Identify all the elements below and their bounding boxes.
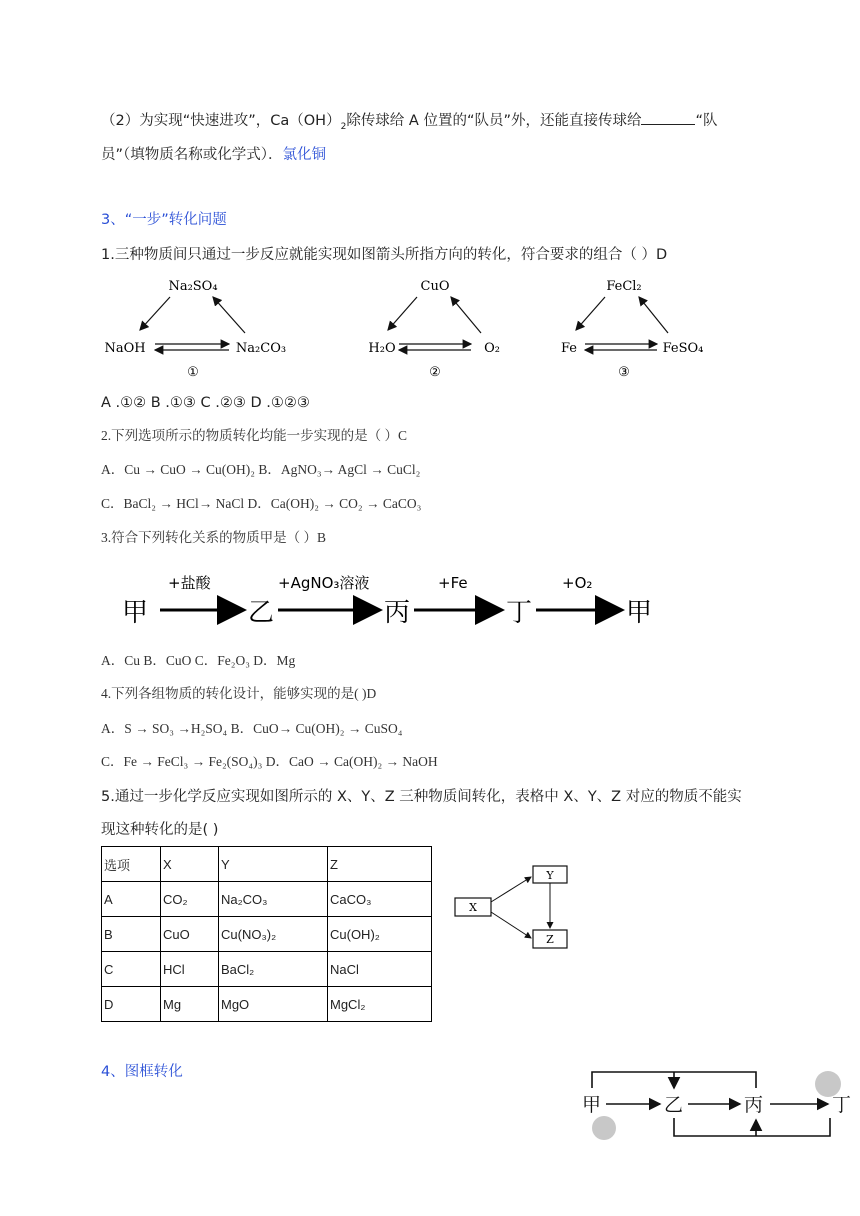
- q1-d2-num: ②: [429, 365, 441, 380]
- prev-answer: 氯化铜: [282, 147, 327, 163]
- q3-options: A．Cu B．CuO C．Fe₂O₃ D．Mg: [101, 653, 296, 668]
- q3-node-1: 甲: [122, 598, 149, 628]
- table-cell: CuO: [161, 917, 219, 952]
- q2-row2: C．BaCl₂ → HCl→ NaCl D．Ca(OH)₂ → CO₂ → CaCO₃: [101, 496, 422, 511]
- table-cell: Mg: [161, 987, 219, 1022]
- q3-stem: 3.符合下列转化关系的物质甲是（ ）B: [101, 530, 327, 545]
- q3-node-3: 丙: [384, 598, 411, 628]
- q5-options-table: [101, 846, 432, 1022]
- q5-diagram-x: X: [469, 901, 477, 914]
- table-cell: MgCl₂: [328, 987, 432, 1022]
- q3-label-1: +盐酸: [168, 574, 211, 592]
- q5-stem-line1: 5.通过一步化学反应实现如图所示的 X、Y、Z 三种物质间转化，表格中 X、Y、Z 对应的物质不能实: [101, 789, 742, 805]
- table-cell: A: [102, 882, 161, 917]
- q3-label-3: +Fe: [438, 574, 468, 592]
- table-cell: CO₂: [161, 882, 219, 917]
- table-cell: MgO: [219, 987, 328, 1022]
- q3-node-5: 甲: [626, 598, 653, 628]
- q3-label-4: +O₂: [562, 574, 593, 592]
- q1-stem: 1.三种物质间只通过一步反应就能实现如图箭头所指方向的转化，符合要求的组合（ ）D: [101, 247, 668, 263]
- q3-label-2: +AgNO₃溶液: [278, 574, 370, 592]
- frame-node-4: 丁: [832, 1094, 852, 1116]
- q1-d3-num: ③: [618, 365, 630, 380]
- table-cell: D: [102, 987, 161, 1022]
- table-row: [102, 917, 432, 952]
- table-cell: C: [102, 952, 161, 987]
- table-header-cell: Y: [219, 847, 328, 882]
- q1-d2-top: CuO: [420, 279, 450, 294]
- frame-node-3: 丙: [744, 1094, 764, 1116]
- q4-stem: 4.下列各组物质的转化设计，能够实现的是( )D: [101, 686, 377, 701]
- frame-node-1: 甲: [582, 1094, 602, 1116]
- q3-chain-diagram: [110, 566, 670, 636]
- table-header-cell: X: [161, 847, 219, 882]
- table-cell: B: [102, 917, 161, 952]
- table-cell: HCl: [161, 952, 219, 987]
- search-image-icon[interactable]: [815, 1071, 841, 1097]
- q1-d1-left: NaOH: [104, 341, 146, 356]
- table-row: [102, 952, 432, 987]
- prev-question-line1: （2）为实现“快速进攻”，$Ca(OH)_2$除传球给 A 位置的“队员”外，还能直接传球给 “队: [101, 110, 718, 137]
- table-row: [102, 987, 432, 1022]
- q1-d3-left: Fe: [560, 341, 578, 356]
- q5-diagram-z: Z: [546, 933, 554, 946]
- answer-blank: [641, 110, 695, 125]
- q1-d3-right: FeSO₄: [662, 341, 704, 356]
- frame-transformation-diagram: [580, 1066, 860, 1144]
- q2-stem: 2.下列选项所示的物质转化均能一步实现的是（ ）C: [101, 428, 408, 443]
- q1-d2-left: H₂O: [368, 341, 396, 356]
- table-header-row: [102, 847, 432, 882]
- q5-diagram-y: Y: [546, 869, 554, 882]
- table-cell: BaCl₂: [219, 952, 328, 987]
- section-3-title: 3、“一步”转化问题: [101, 212, 227, 228]
- table-cell: Cu(OH)₂: [328, 917, 432, 952]
- q4-row1: A．S → SO₃ →H₂SO₄ B．CuO→ Cu(OH)₂ → CuSO₄: [101, 721, 403, 736]
- table-cell: Na₂CO₃: [219, 882, 328, 917]
- q5-xyz-diagram: [452, 860, 582, 956]
- q1-diagram-1: [104, 279, 286, 380]
- q1-d1-right: Na₂CO₃: [235, 341, 287, 356]
- q1-diagram-2: [368, 279, 500, 380]
- q4-row2: C．Fe → FeCl₃ → Fe₂(SO₄)₃ D．CaO → Ca(OH)₂ → NaOH: [101, 754, 438, 769]
- q3-node-2: 乙: [248, 598, 275, 628]
- q5-stem-line2: 现这种转化的是( ): [101, 822, 219, 838]
- table-cell: NaCl: [328, 952, 432, 987]
- section-4-title: 4、图框转化: [101, 1064, 183, 1080]
- table-header-cell: 选项: [102, 847, 161, 882]
- table-header-cell: Z: [328, 847, 432, 882]
- table-cell: CaCO₃: [328, 882, 432, 917]
- table-row: [102, 882, 432, 917]
- q1-triangle-diagrams: [95, 270, 735, 385]
- link-icon[interactable]: [592, 1116, 616, 1140]
- table-cell: Cu(NO₃)₂: [219, 917, 328, 952]
- q1-d3-top: FeCl₂: [606, 279, 642, 294]
- prev-question-line2: 员”（填物质名称或化学式）．氯化铜: [101, 147, 327, 163]
- q1-options: A .①② B .①③ C .②③ D .①②③: [101, 395, 310, 411]
- q2-row1: A．Cu → CuO → Cu(OH)₂ B．AgNO₃→ AgCl → CuCl₂: [101, 462, 421, 477]
- q3-node-4: 丁: [506, 598, 533, 628]
- q1-d1-num: ①: [187, 365, 199, 380]
- q1-diagram-3: [561, 279, 703, 380]
- q1-d1-top: Na₂SO₄: [168, 279, 218, 294]
- frame-node-2: 乙: [664, 1094, 684, 1116]
- q1-d2-right: O₂: [484, 341, 500, 356]
